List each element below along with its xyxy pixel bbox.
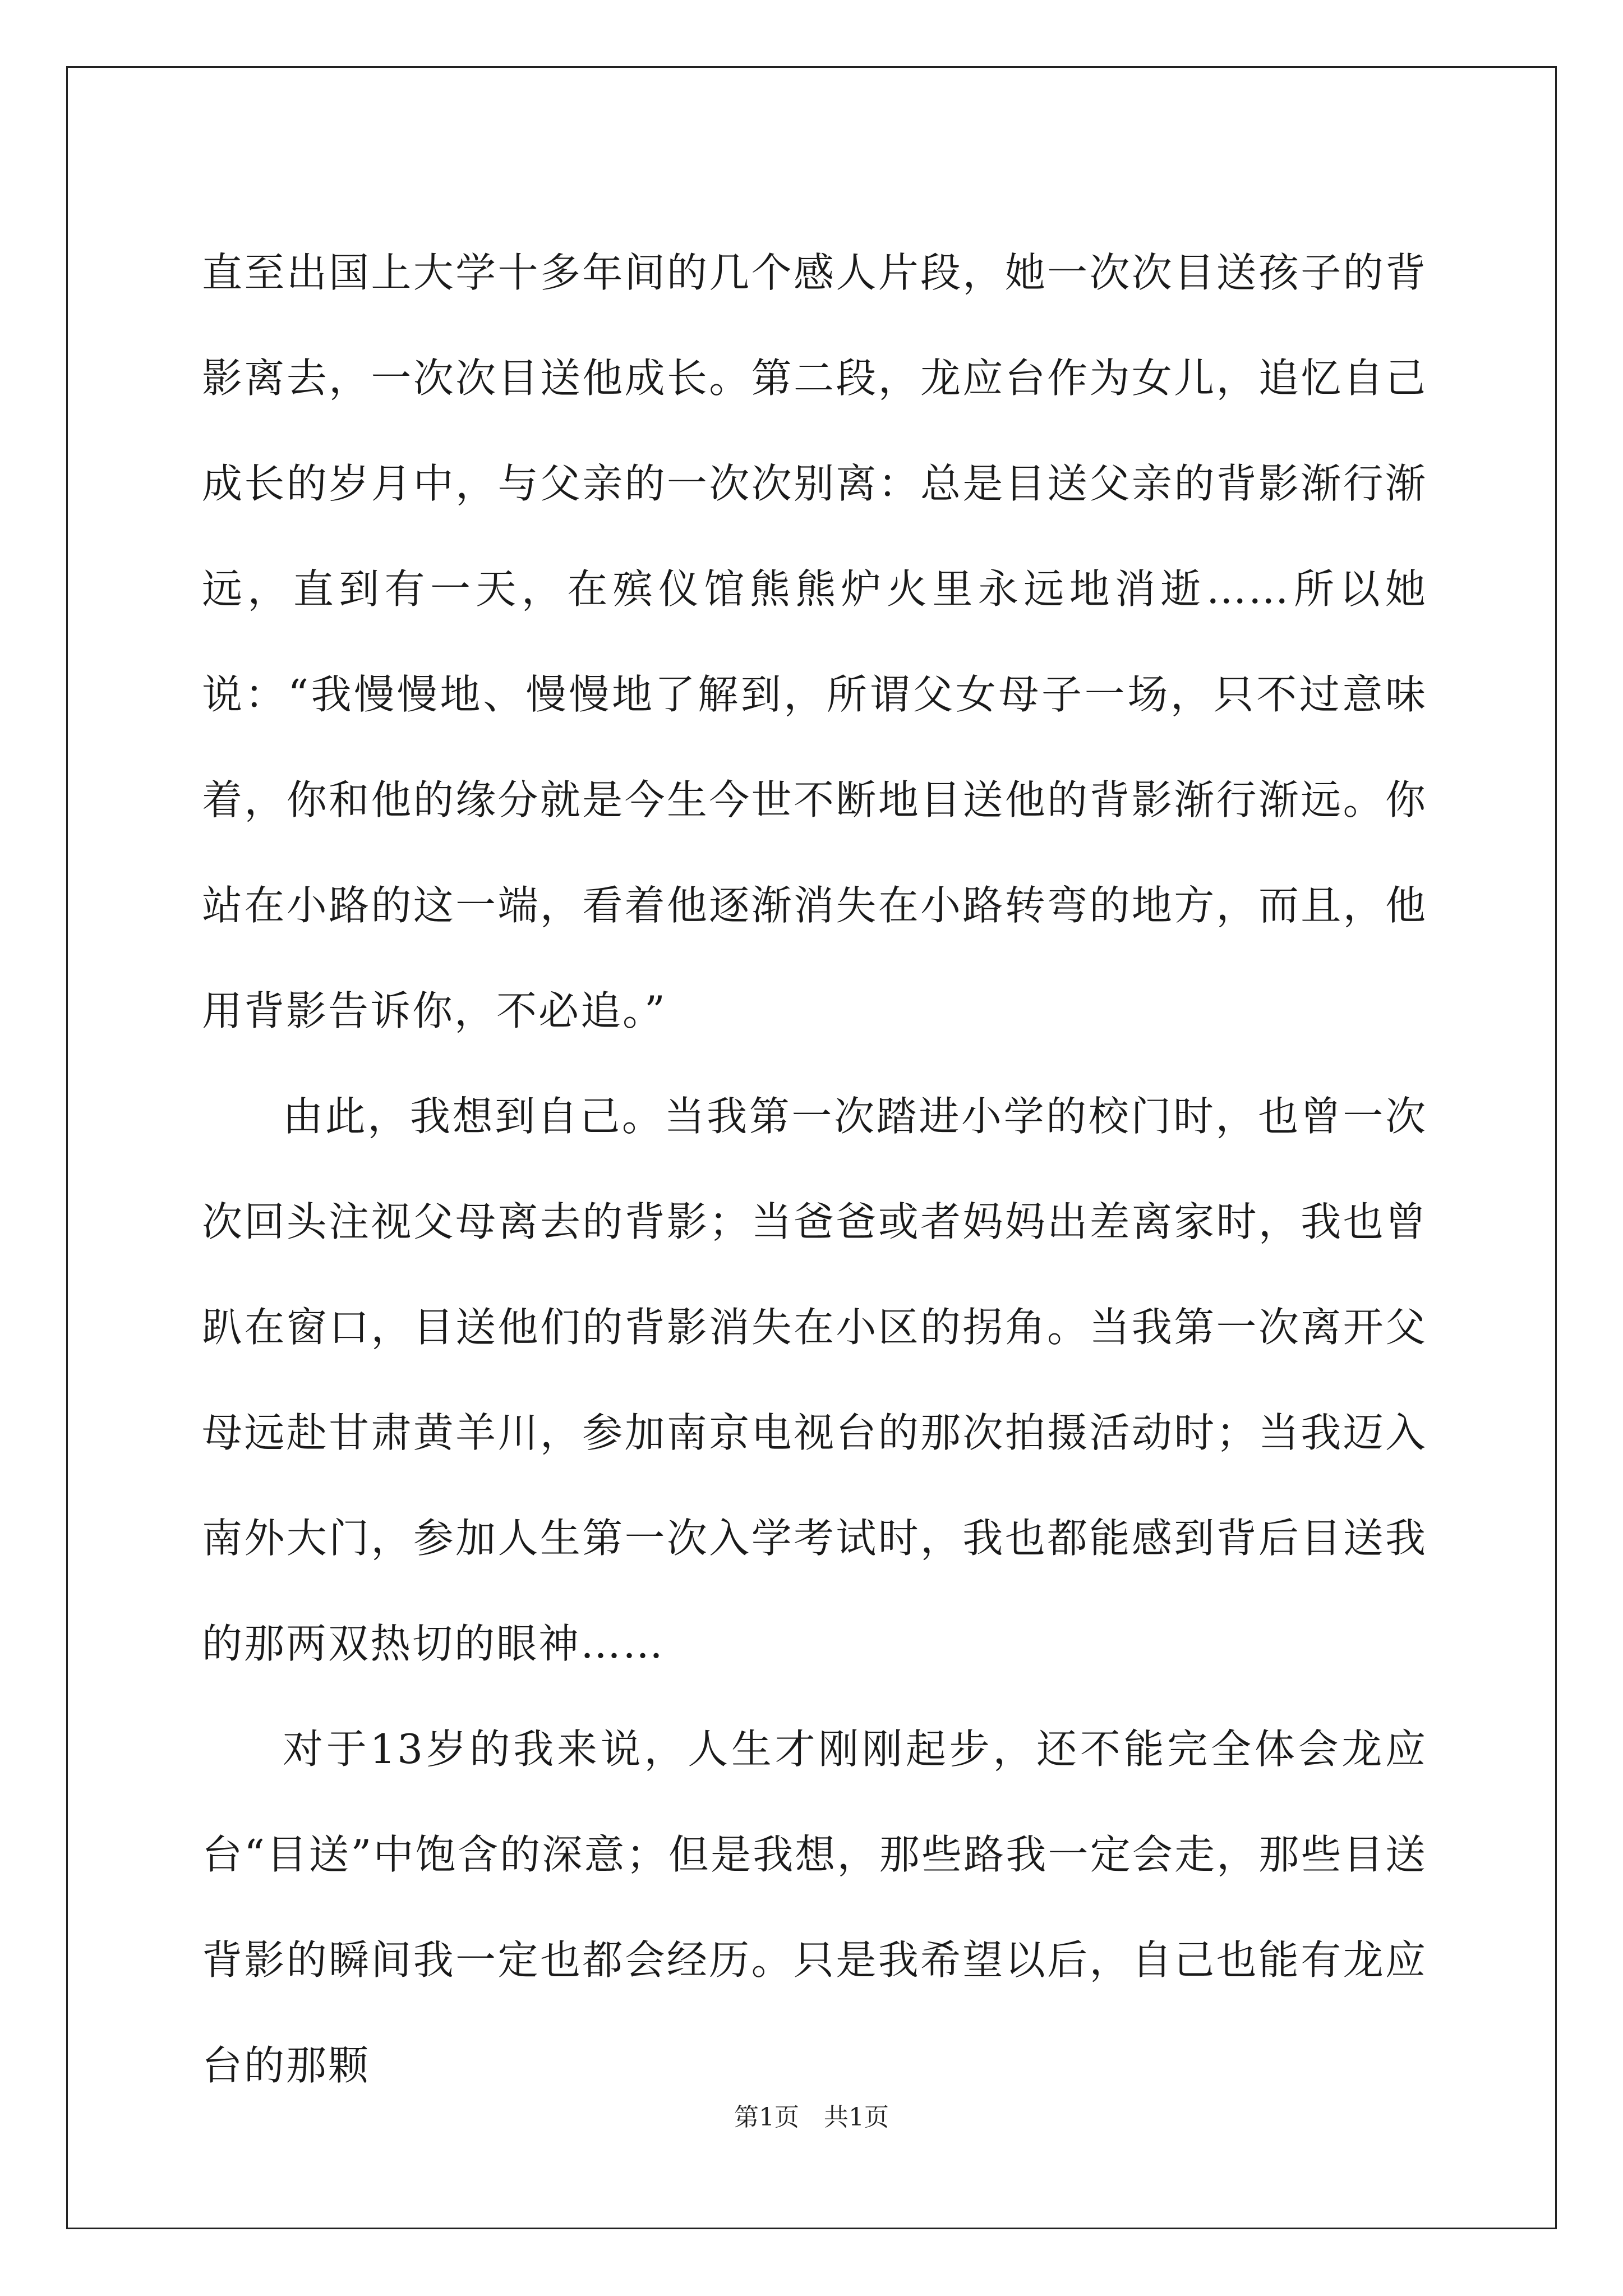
document-body bbox=[202, 220, 1427, 2118]
page-number-current: 第1页 bbox=[734, 2103, 799, 2132]
page-number-total: 共1页 bbox=[824, 2103, 889, 2132]
paragraph-1: 直至出国上大学十多年间的几个感人片段，她一次次目送孩子的背影离去，一次次目送他成长。第二段，龙应台作为女儿，追忆自己成长的岁月中，与父亲的一次次别离：总是目送父亲的背影渐行渐远，直到有一天，在殡仪馆熊熊炉火里永远地消逝……所以她说：“我慢慢地、慢慢地了解到，所谓父女母子一场，只不过意味着，你和他的缘分就是今生今世不断地目送他的背影渐行渐远。你站在小路的这一端，看着他逐渐消失在小路转弯的地方，而且，他用背影告诉你，不必追。” bbox=[202, 249, 1427, 1034]
paragraph-3: 对于13岁的我来说，人生才刚刚起步，还不能完全体会龙应台“目送”中饱含的深意；但是我想，那些路我一定会走，那些目送背影的瞬间我一定也都会经历。只是我希望以后，自己也能有龙应台的那颗 bbox=[202, 1726, 1427, 2089]
paragraph-2: 由此，我想到自己。当我第一次踏进小学的校门时，也曾一次次回头注视父母离去的背影；当爸爸或者妈妈出差离家时，我也曾趴在窗口，目送他们的背影消失在小区的拐角。当我第一次离开父母远赴甘肃黄羊川，参加南京电视台的那次拍摄活动时；当我迈入南外大门，参加人生第一次入学考试时，我也都能感到背后目送我的那两双热切的眼神…… bbox=[202, 1093, 1427, 1667]
page-footer bbox=[0, 2102, 1623, 2133]
